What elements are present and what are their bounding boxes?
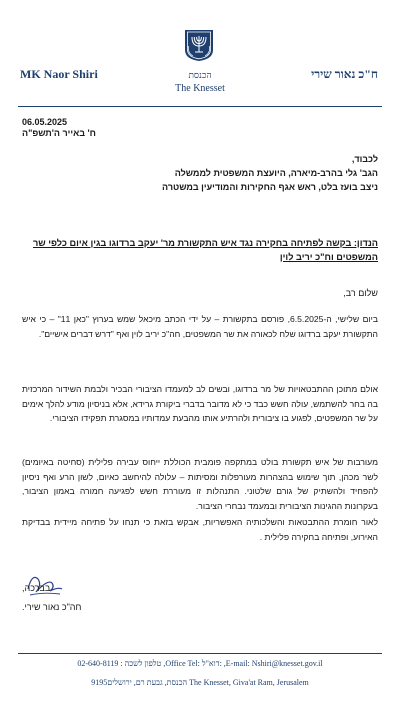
- mk-name-english: MK Naor Shiri: [20, 67, 98, 81]
- recipient-line: ניצב בועז בלט, ראש אגף החקירות והמודיעין במשטרה: [162, 182, 378, 192]
- subject-line: הנדון: בקשה לפתיחה בחקירה נגד איש התקשורת מר' יעקב ברדוגו בגין איום כלפי שר המשפטים וח"כ יריב לוין: [32, 238, 378, 262]
- body-paragraph: אולם מתוכן ההתבטאויות של מר ברדוגו, ובשים לב למעמדו הציבורי הבכיר ולבמת השידור המרכזית בה בחר להשתמש, עולה חשש כבד כי לא מדובר בדברי ביקורת גרידא, אלא בניסיון מודע להלך אימים על שר המשפטים, לפגוע בו ציבורית ולהרתיע אותו מהבעת עמדותיו במסגרת תפקידו הציבורי.: [22, 384, 378, 423]
- knesset-hebrew-name: הכנסת: [188, 70, 212, 80]
- body-paragraph: מעורבות של איש תקשורת בולט במתקפה פומבית הכוללת ייחוס עבירה פלילית (סחיטה באיומים) לשר מכהן, תוך שימוש בהצהרות מעורפלות ומסיתות – עלולה להיחשב כאיום, לשון הרע ואף ניסיון להפחיד ולהשתיק של גורם שלטוני. התנהלות זו מעוררת חשש לפגיעה חמורה באמון הציבור, בעקרונות ההגינות הציבורית ובמעמד נבחרי הציבור.: [22, 457, 378, 511]
- letterhead: [0, 0, 400, 106]
- greeting: שלום רב,: [343, 288, 378, 298]
- mk-name-hebrew: ח"כ נאור שירי: [311, 67, 378, 81]
- date-hebrew: ח' באייר ה'תשפ"ה: [22, 128, 96, 138]
- footer-contact: טלפון לשכה : 02-640-8119 ,Office Tel: דוא"ל: ,E-mail: Nshiri@knesset.gov.il: [77, 659, 323, 668]
- date-gregorian: 06.05.2025: [22, 117, 68, 127]
- footer-divider: [18, 653, 382, 654]
- header-divider: [18, 106, 382, 107]
- salutation: לכבוד,: [351, 154, 378, 164]
- recipient-line: הגב' גלי בהרב-מיארה, היועצת המשפטית לממשלה: [174, 168, 378, 178]
- recipients-block: [22, 152, 378, 194]
- menorah-emblem-icon: [182, 28, 216, 62]
- knesset-english-name: The Knesset: [175, 83, 225, 94]
- footer-address: הכנסת, גבעת רם, ירושלים9195 The Knesset, Giva'at Ram, Jerusalem: [91, 678, 309, 687]
- signer-name: חה"כ נאור שירי.: [22, 602, 82, 612]
- body-paragraph: ביום שלישי, ה-6.5.2025, פורסם בתקשורת – על ידי הכתב מיכאל שמש בערוץ "כאן 11" – כי איש התקשורת יעקב ברדוגו שלח לכאורה את שר המשפטים, חה"כ יריב לוין ואף "דרש דברים אישיים".: [22, 314, 378, 339]
- body-paragraph: לאור חומרת ההתבטאות והשלכותיה האפשריות, אבקש בזאת כי תנחו על פתיחה מיידית בבדיקת האירוע, ופתיחה בחקירה פלילית .: [22, 517, 378, 542]
- sign-off: בברכה,: [22, 583, 51, 593]
